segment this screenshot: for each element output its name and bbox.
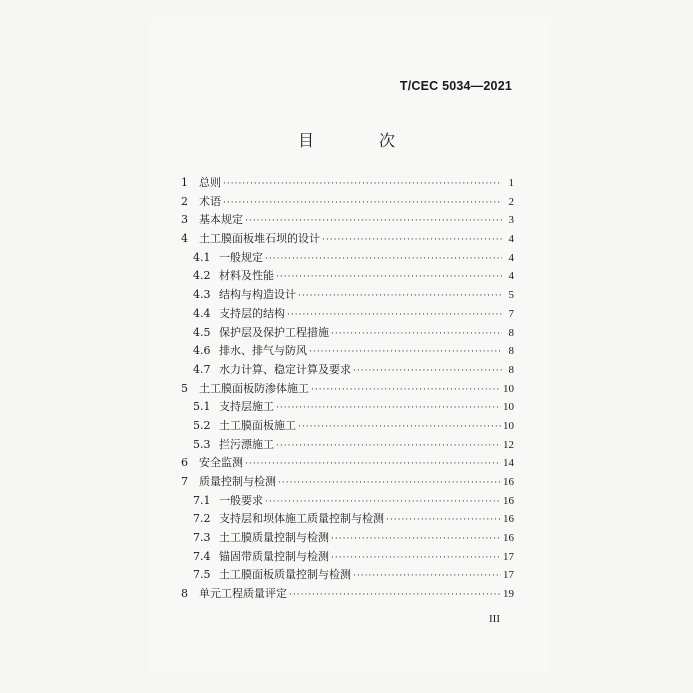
toc-leader-dots: [276, 401, 501, 415]
toc-entry-title: 拦污漂施工: [219, 437, 274, 451]
toc-leader-dots: [223, 196, 502, 210]
toc-entry-title: 一般规定: [219, 250, 263, 264]
toc-entry-title: 支持层施工: [219, 400, 274, 414]
toc-entry-title: 保护层及保护工程措施: [219, 325, 329, 339]
toc-entry[interactable]: [181, 251, 514, 270]
toc-entry[interactable]: [181, 195, 514, 214]
toc-entry-number: 4.4: [193, 306, 211, 320]
toc-leader-dots: [331, 327, 502, 341]
toc-entry[interactable]: [181, 326, 514, 345]
toc-entry-title: 术语: [199, 194, 221, 208]
toc-leader-dots: [265, 495, 501, 509]
toc-entry[interactable]: [181, 438, 514, 457]
toc-leader-dots: [386, 513, 501, 527]
toc-entry-number: 7.2: [193, 512, 211, 526]
toc-leader-dots: [353, 364, 502, 378]
toc-entry-number: 4.3: [193, 288, 211, 302]
toc-entry[interactable]: [181, 568, 514, 587]
toc-entry-page: 10: [503, 401, 514, 414]
toc-entry-title: 排水、排气与防风: [219, 344, 307, 358]
toc-entry-number: 4.2: [193, 269, 211, 283]
toc-entry-page: 4: [508, 270, 514, 283]
toc-entry-title: 土工膜面板质量控制与检测: [219, 568, 351, 582]
toc-entry-page: 4: [508, 233, 514, 246]
page-number: III: [489, 613, 500, 625]
toc-entry-title: 材料及性能: [219, 269, 274, 283]
toc-leader-dots: [331, 551, 501, 565]
toc-entry[interactable]: [181, 213, 514, 232]
toc-leader-dots: [311, 383, 501, 397]
toc-entry-page: 16: [503, 513, 514, 526]
toc-entry-number: 4.7: [193, 362, 211, 376]
toc-entry-number: 6: [181, 456, 188, 470]
toc-entry[interactable]: [181, 419, 514, 438]
toc-entry-title: 支持层和坝体施工质量控制与检测: [219, 512, 384, 526]
toc-leader-dots: [331, 532, 501, 546]
toc-entry-page: 17: [503, 569, 514, 582]
toc-entry-number: 4.5: [193, 325, 211, 339]
toc-entry-number: 5.2: [193, 418, 211, 432]
table-of-contents: [181, 176, 514, 606]
toc-entry-number: 7.5: [193, 568, 211, 582]
toc-entry-title: 总则: [199, 176, 221, 189]
toc-entry[interactable]: [181, 456, 514, 475]
toc-entry[interactable]: [181, 232, 514, 251]
toc-entry-number: 4: [181, 232, 188, 246]
toc-entry-title: 土工膜质量控制与检测: [219, 531, 329, 545]
toc-entry-number: 4.6: [193, 344, 211, 358]
toc-entry[interactable]: [181, 382, 514, 401]
toc-entry-page: 10: [503, 419, 514, 432]
toc-entry-page: 14: [503, 457, 514, 470]
toc-entry-title: 土工膜面板施工: [219, 418, 296, 432]
document-code: T/CEC 5034—2021: [399, 79, 512, 93]
toc-entry-page: 7: [508, 307, 514, 320]
toc-entry[interactable]: [181, 269, 514, 288]
toc-entry-title: 结构与构造设计: [219, 288, 296, 302]
toc-entry-number: 7.4: [193, 549, 211, 563]
toc-entry-number: 7.3: [193, 531, 211, 545]
toc-title: 目 次: [297, 131, 426, 150]
toc-entry-number: 5.3: [193, 437, 211, 451]
toc-entry-page: 16: [503, 532, 514, 545]
toc-leader-dots: [298, 420, 501, 434]
toc-leader-dots: [289, 588, 501, 602]
toc-entry-page: 19: [503, 588, 514, 601]
toc-entry-number: 7: [181, 475, 188, 488]
toc-leader-dots: [265, 252, 502, 266]
toc-entry-page: 16: [503, 476, 514, 488]
toc-entry-title: 锚固带质量控制与检测: [219, 549, 329, 563]
toc-leader-dots: [309, 345, 502, 359]
toc-entry-title: 支持层的结构: [219, 306, 285, 320]
toc-entry-page: 5: [508, 289, 514, 302]
toc-entry-page: 4: [508, 251, 514, 264]
toc-entry-title: 土工膜面板堆石坝的设计: [199, 232, 320, 246]
toc-leader-dots: [353, 569, 501, 583]
toc-leader-dots: [276, 439, 501, 453]
toc-entry-page: 12: [503, 438, 514, 451]
toc-entry-title: 安全监测: [199, 456, 243, 470]
toc-leader-dots: [276, 270, 502, 284]
toc-entry[interactable]: [181, 400, 514, 419]
toc-entry[interactable]: [181, 363, 514, 382]
toc-entry-title: 基本规定: [199, 213, 243, 227]
toc-entry-number: 5.1: [193, 400, 211, 414]
toc-entry[interactable]: [181, 550, 514, 569]
toc-entry-number: 7.1: [193, 493, 211, 507]
toc-leader-dots: [287, 308, 502, 322]
toc-entry[interactable]: [181, 587, 514, 606]
toc-entry-page: 16: [503, 494, 514, 507]
toc-entry-page: 8: [508, 345, 514, 358]
toc-entry[interactable]: [181, 494, 514, 513]
toc-leader-dots: [322, 233, 502, 247]
toc-entry[interactable]: [181, 531, 514, 550]
toc-entry-page: 10: [503, 382, 514, 395]
toc-entry-number: 1: [181, 176, 188, 189]
toc-entry[interactable]: [181, 307, 514, 326]
toc-entry-page: 2: [508, 195, 514, 208]
toc-entry-page: 8: [508, 326, 514, 339]
toc-entry-number: 8: [181, 587, 188, 601]
toc-leader-dots: [278, 476, 501, 490]
toc-entry[interactable]: [181, 288, 514, 307]
toc-entry-page: 3: [508, 214, 514, 227]
toc-entry-page: 8: [508, 363, 514, 376]
toc-entry-number: 4.1: [193, 250, 211, 264]
toc-entry-number: 2: [181, 194, 188, 208]
toc-entry-number: 3: [181, 213, 188, 227]
toc-entry[interactable]: [181, 176, 514, 195]
toc-entry-number: 5: [181, 381, 188, 395]
toc-leader-dots: [245, 214, 502, 228]
toc-entry-page: 1: [508, 177, 514, 189]
toc-entry[interactable]: [181, 512, 514, 531]
toc-entry[interactable]: [181, 344, 514, 363]
toc-leader-dots: [223, 177, 502, 191]
toc-entry[interactable]: [181, 475, 514, 494]
toc-leader-dots: [298, 289, 502, 303]
toc-entry-title: 水力计算、稳定计算及要求: [219, 362, 351, 376]
toc-entry-title: 土工膜面板防渗体施工: [199, 381, 309, 395]
toc-leader-dots: [245, 457, 501, 471]
toc-entry-title: 质量控制与检测: [199, 475, 276, 488]
toc-entry-title: 单元工程质量评定: [199, 587, 287, 601]
toc-entry-page: 17: [503, 550, 514, 563]
toc-entry-title: 一般要求: [219, 493, 263, 507]
